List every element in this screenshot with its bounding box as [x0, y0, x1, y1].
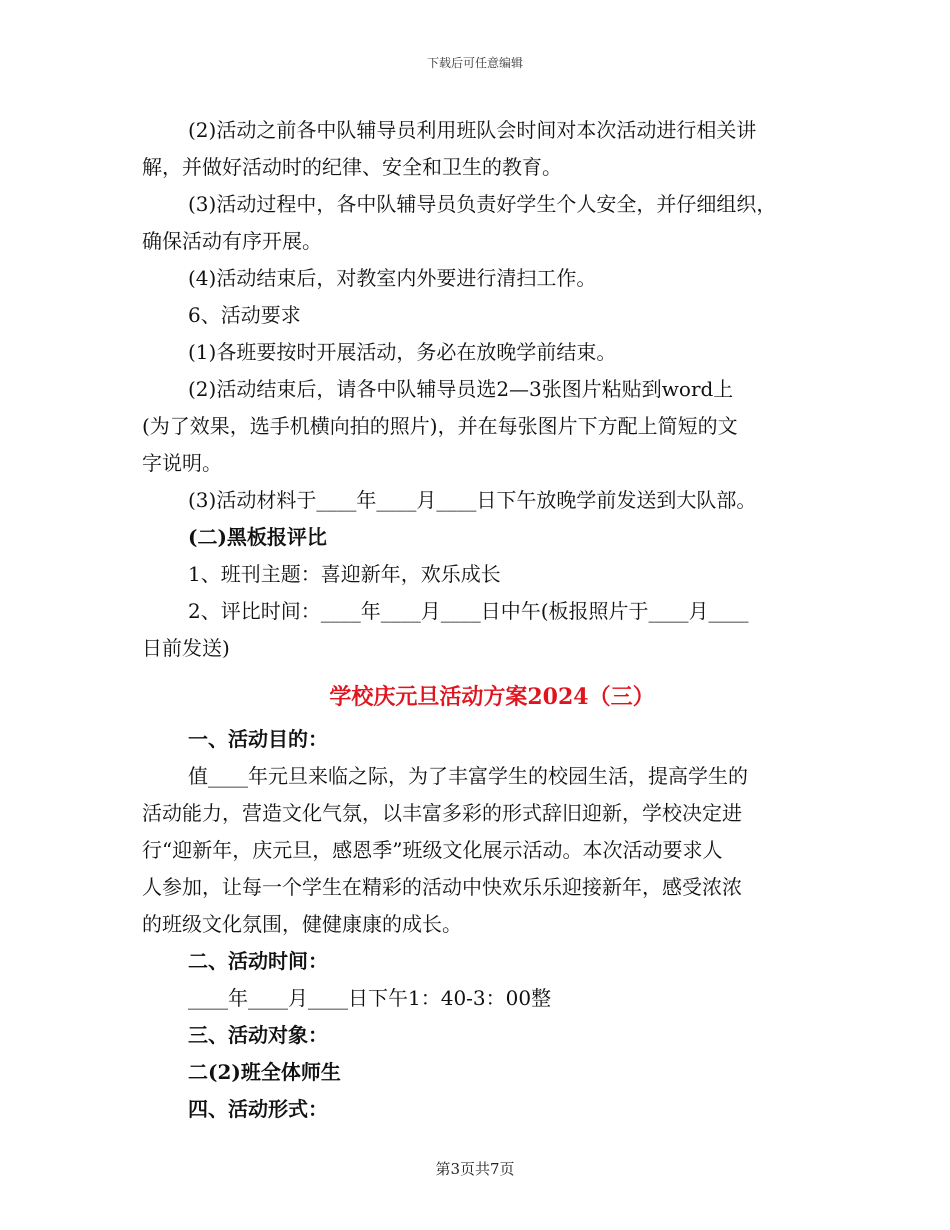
subheading: (二)黑板报评比: [188, 525, 327, 549]
paragraph: (3)活动过程中，各中队辅导员负责好学生个人安全，并仔细组织，: [188, 192, 777, 216]
paragraph: ____年____月____日下午1：40-3：00整: [188, 986, 552, 1010]
section-heading: 二、活动时间：: [188, 949, 328, 973]
paragraph: 解，并做好活动时的纪律、安全和卫生的教育。: [142, 155, 562, 179]
paragraph: (为了效果，选手机横向拍的照片)，并在每张图片下方配上简短的文: [142, 414, 738, 438]
paragraph: 2、评比时间：____年____月____日中午(板报照片于____月____: [188, 599, 749, 623]
paragraph: 人参加，让每一个学生在精彩的活动中快欢乐乐迎接新年，感受浓浓: [142, 875, 742, 899]
paragraph: 活动能力，营造文化气氛，以丰富多彩的形式辞旧迎新，学校决定进: [142, 801, 742, 825]
section-heading: 一、活动目的：: [188, 727, 328, 751]
paragraph: (2)活动结束后，请各中队辅导员选2—3张图片粘贴到word上: [188, 377, 734, 401]
paragraph: 日前发送): [142, 636, 230, 660]
section-title: 学校庆元旦活动方案2024（三）: [329, 684, 655, 710]
section-heading: 四、活动形式：: [188, 1097, 328, 1121]
paragraph: 二(2)班全体师生: [188, 1060, 341, 1084]
paragraph: (4)活动结束后，对教室内外要进行清扫工作。: [188, 266, 597, 290]
paragraph: 字说明。: [142, 451, 222, 475]
paragraph: 值____年元旦来临之际，为了丰富学生的校园生活，提高学生的: [188, 764, 748, 788]
paragraph: 行“迎新年，庆元旦，感恩季”班级文化展示活动。本次活动要求人: [142, 838, 723, 862]
page-footer: 第3页共7页: [435, 1160, 515, 1178]
paragraph: 的班级文化氛围，健健康康的成长。: [142, 912, 462, 936]
section-heading: 三、活动对象：: [188, 1023, 328, 1047]
paragraph: (1)各班要按时开展活动，务必在放晚学前结束。: [188, 340, 617, 364]
paragraph: (2)活动之前各中队辅导员利用班队会时间对本次活动进行相关讲: [188, 118, 757, 142]
page-header: 下载后可任意编辑: [426, 56, 523, 70]
paragraph: (3)活动材料于____年____月____日下午放晚学前发送到大队部。: [188, 488, 757, 512]
paragraph: 确保活动有序开展。: [142, 229, 322, 253]
document-body: [142, 112, 822, 1128]
paragraph: 6、活动要求: [188, 303, 301, 327]
paragraph: 1、班刊主题：喜迎新年，欢乐成长: [188, 562, 501, 586]
